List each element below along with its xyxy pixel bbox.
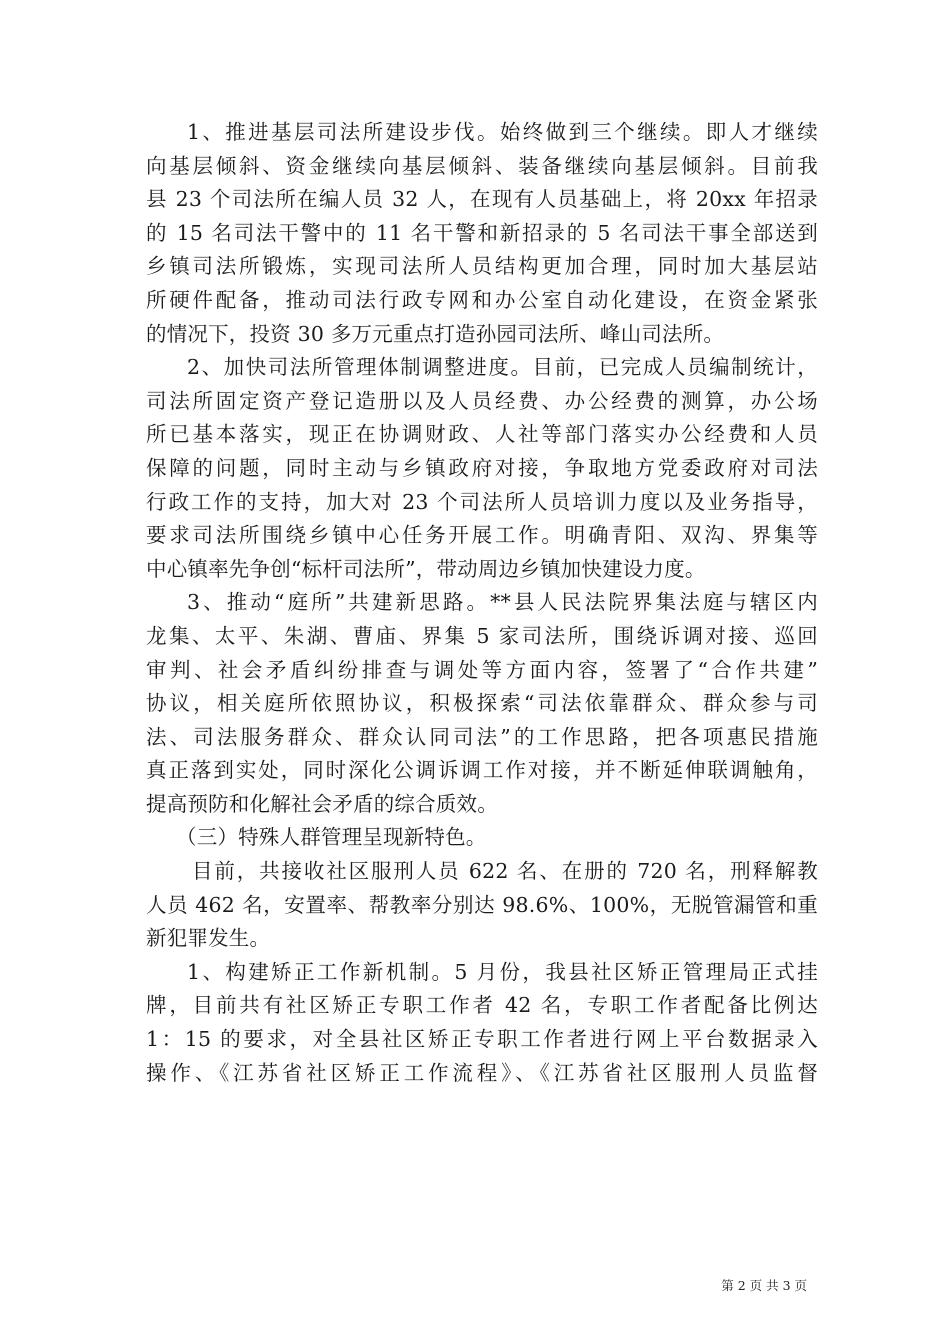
- paragraph-line: 2、加快司法所管理体制调整进度。目前，已完成人员编制统计，: [187, 355, 818, 380]
- paragraph-line: 要求司法所围绕乡镇中心任务开展工作。明确青阳、双沟、界集等: [146, 523, 818, 548]
- paragraph-line: 1、构建矫正工作新机制。5 月份，我县社区矫正管理局正式挂: [187, 959, 818, 984]
- paragraph-line: 操作、《江苏省社区矫正工作流程》、《江苏省社区服刑人员监督: [146, 1060, 818, 1085]
- paragraph-line: 的 15 名司法干警中的 11 名干警和新招录的 5 名司法干事全部送到: [146, 220, 818, 245]
- paragraph-line: 龙集、太平、朱湖、曹庙、界集 5 家司法所，围绕诉调对接、巡回: [146, 623, 818, 648]
- paragraph-line: 行政工作的支持，加大对 23 个司法所人员培训力度以及业务指导，: [146, 489, 818, 514]
- paragraph-line: 新犯罪发生。: [146, 926, 271, 951]
- paragraph-line: 向基层倾斜、资金继续向基层倾斜、装备继续向基层倾斜。目前我: [146, 153, 818, 178]
- paragraph-line: 提高预防和化解社会矛盾的综合质效。: [146, 791, 498, 816]
- paragraph-line: 1：15 的要求，对全县社区矫正专职工作者进行网上平台数据录入: [146, 1027, 818, 1052]
- paragraph-line: 所已基本落实，现正在协调财政、人社等部门落实办公经费和人员: [146, 422, 818, 447]
- paragraph-line: 牌，目前共有社区矫正专职工作者 42 名，专职工作者配备比例达: [146, 993, 818, 1018]
- paragraph-line: 的情况下，投资 30 多万元重点打造孙园司法所、峰山司法所。: [146, 321, 725, 346]
- paragraph-line: 人员 462 名，安置率、帮教率分别达 98.6%、100%，无脱管漏管和重: [146, 892, 818, 917]
- paragraph-line: 司法所固定资产登记造册以及人员经费、办公经费的测算，办公场: [146, 388, 818, 413]
- paragraph-line: 中心镇率先争创“标杆司法所”，带动周边乡镇加快建设力度。: [146, 556, 706, 581]
- paragraph-line: 保障的问题，同时主动与乡镇政府对接，争取地方党委政府对司法: [146, 455, 818, 480]
- document-body: [146, 116, 818, 1090]
- paragraph-line: 3、推动“庭所”共建新思路。**县人民法院界集法庭与辖区内: [187, 590, 818, 615]
- paragraph-line: 所硬件配备，推动司法行政专网和办公室自动化建设，在资金紧张: [146, 287, 818, 312]
- paragraph-line: 乡镇司法所锻炼，实现司法所人员结构更加合理，同时加大基层站: [146, 254, 818, 279]
- paragraph-line: 1、推进基层司法所建设步伐。始终做到三个继续。即人才继续: [187, 120, 818, 144]
- paragraph-line: 真正落到实处，同时深化公调诉调工作对接，并不断延伸联调触角，: [146, 758, 818, 783]
- paragraph-line: 县 23 个司法所在编人员 32 人，在现有人员基础上，将 20xx 年招录: [146, 187, 818, 212]
- paragraph-line: 协议，相关庭所依照协议，积极探索“司法依靠群众、群众参与司: [146, 691, 818, 716]
- paragraph-line: 目前，共接收社区服刑人员 622 名、在册的 720 名，刑释解教: [192, 859, 818, 884]
- section-heading: （三）特殊人群管理呈现新特色。: [176, 825, 487, 850]
- page-number: 第 2 页 共 3 页: [721, 1278, 807, 1293]
- paragraph-line: 法、司法服务群众、群众认同司法”的工作思路，把各项惠民措施: [146, 724, 818, 749]
- paragraph-line: 审判、社会矛盾纠纷排查与调处等方面内容，签署了“合作共建”: [146, 657, 818, 682]
